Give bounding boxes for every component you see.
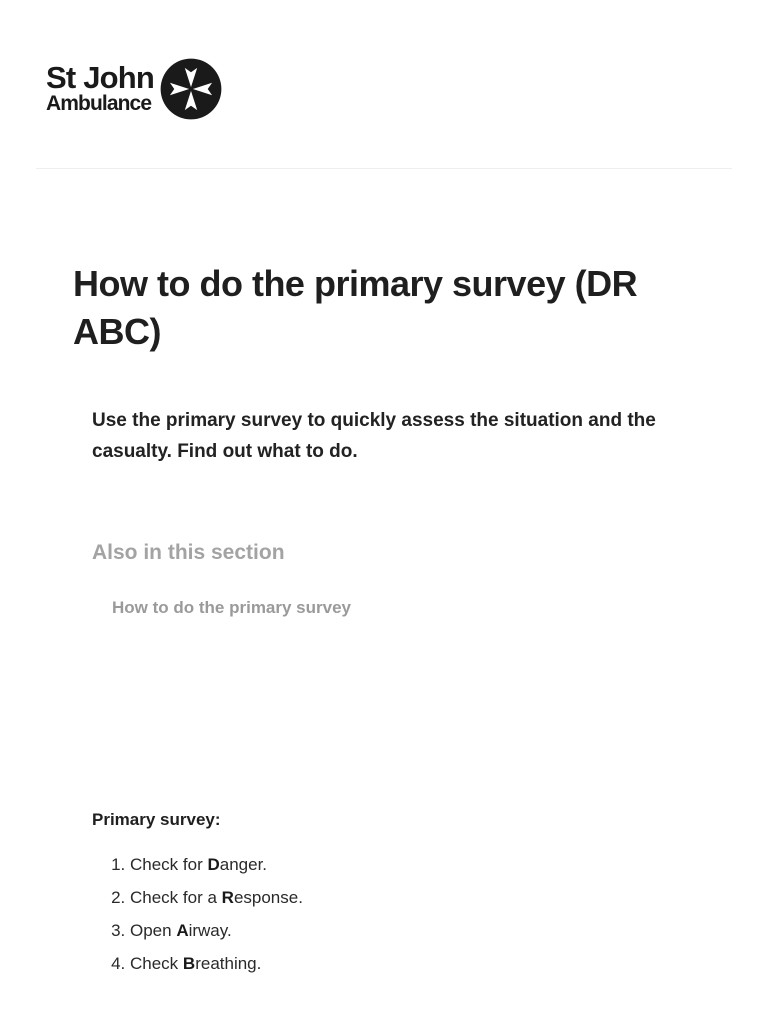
step-key-letter: A [176,921,189,940]
step-text: Check [130,954,183,973]
primary-survey-steps [92,848,303,980]
section-link-primary-survey[interactable]: How to do the primary survey [112,598,351,617]
also-in-section-heading: Also in this section [92,541,285,564]
site-header [0,0,768,170]
logo-line-1: St John [46,60,155,95]
step-item [130,914,303,947]
step-item [130,947,303,980]
maltese-cross-icon [160,58,222,120]
header-divider [36,168,732,169]
step-item [130,848,303,881]
step-text: reathing. [195,954,262,973]
step-key-letter: D [207,855,220,874]
step-key-letter: R [221,888,234,907]
step-text: anger. [219,855,268,874]
st-john-ambulance-logo[interactable] [46,58,222,120]
logo-line-2: Ambulance [46,92,152,115]
step-item [130,881,303,914]
logo-wordmark [46,60,155,115]
primary-survey-label: Primary survey: [92,810,221,829]
step-text: esponse. [233,888,303,907]
step-key-letter: B [182,954,196,973]
page-title: How to do the primary survey (DR ABC) [73,263,638,352]
intro-text: Use the primary survey to quickly assess the situation and the casualty. Find out what to do. [92,410,656,462]
step-text: irway. [188,921,232,940]
step-text: Check for a [130,888,222,907]
step-text: Check for [130,855,208,874]
step-text: Open [130,921,177,940]
